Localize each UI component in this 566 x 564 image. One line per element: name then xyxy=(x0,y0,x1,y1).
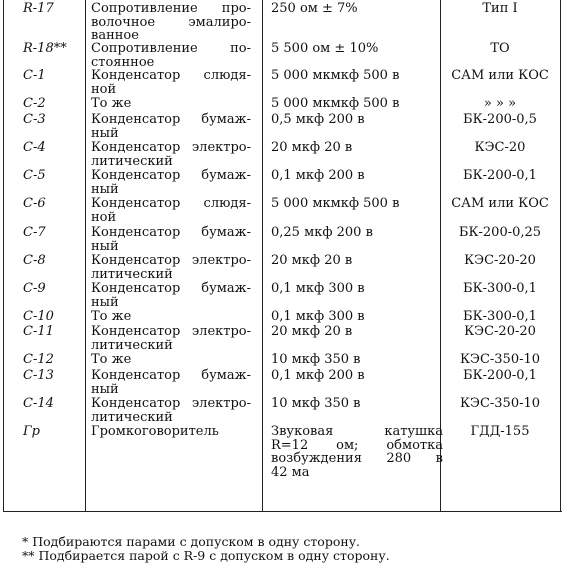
designation-cell: С-12 xyxy=(23,352,54,367)
designation-cell: С-7 xyxy=(23,225,46,240)
item-text-line: То же xyxy=(91,96,132,111)
item-text-line: То же xyxy=(91,309,132,324)
item-cell xyxy=(91,42,251,69)
value-text-line: возбуждения 280 в xyxy=(271,451,443,466)
value-text-line: 0,1 мкф 300 в xyxy=(271,309,365,324)
item-text-line: Конденсатор бумаж- xyxy=(91,281,251,296)
designation-cell: С-1 xyxy=(23,68,46,83)
type-cell: БК-300-0,1 xyxy=(463,309,537,324)
item-cell xyxy=(91,197,251,224)
value-text-line: 0,1 мкф 200 в xyxy=(271,168,365,183)
value-cell xyxy=(271,141,443,155)
item-text-line: ный xyxy=(91,238,119,254)
value-cell xyxy=(271,353,443,367)
value-text-line: 10 мкф 350 в xyxy=(271,352,361,367)
value-text-line: 42 ма xyxy=(271,464,310,480)
value-text-line: R=12 ом; обмотка xyxy=(271,437,443,453)
type-cell: БК-200-0,1 xyxy=(463,168,537,183)
item-text-line: ный xyxy=(91,181,119,197)
value-text-line: 20 мкф 20 в xyxy=(271,324,353,339)
value-text-line: 5 000 мкмкф 500 в xyxy=(271,68,400,83)
value-text-line: 0,1 мкф 200 в xyxy=(271,368,365,383)
item-cell xyxy=(91,141,251,168)
type-cell: КЭС-20 xyxy=(474,140,526,155)
type-cell: КЭС-350-10 xyxy=(459,396,541,411)
type-cell: БК-200-0,25 xyxy=(458,225,542,240)
footnote: * Подбираются парами с допуском в одну сторону. xyxy=(22,534,361,549)
item-text-line: Конденсатор электро- xyxy=(91,324,251,339)
item-text-line: Конденсатор бумаж- xyxy=(91,368,251,383)
value-cell xyxy=(271,325,443,339)
table-border-right xyxy=(560,0,561,511)
value-cell xyxy=(271,397,443,411)
item-text-line: Конденсатор электро- xyxy=(91,253,251,268)
item-text-line: ной xyxy=(91,209,117,225)
type-cell: БК-300-0,1 xyxy=(463,281,537,296)
type-cell: КЭС-350-10 xyxy=(459,352,541,367)
item-text-line: литический xyxy=(91,153,173,169)
item-text-line: Громкоговоритель xyxy=(91,424,219,439)
value-cell xyxy=(271,226,443,240)
item-cell xyxy=(91,169,251,196)
designation-cell: С-8 xyxy=(23,253,46,268)
item-cell xyxy=(91,397,251,424)
column-divider xyxy=(85,0,86,511)
item-text-line: волочное эмалиро- xyxy=(91,14,251,30)
item-text-line: литический xyxy=(91,337,173,353)
value-text-line: 5 500 ом ± 10% xyxy=(271,41,379,56)
value-cell xyxy=(271,69,443,83)
value-cell xyxy=(271,113,443,127)
value-cell xyxy=(271,254,443,268)
designation-cell: С-3 xyxy=(23,112,46,127)
item-text-line: Конденсатор слюдя- xyxy=(91,196,251,211)
item-cell xyxy=(91,325,251,352)
designation-cell: С-10 xyxy=(23,309,54,324)
value-text-line: 0,1 мкф 300 в xyxy=(271,281,365,296)
designation-cell: R-17 xyxy=(23,1,54,16)
item-text-line: ванное xyxy=(91,28,139,43)
footnote: ** Подбирается парой с R-9 с допуском в одну сторону. xyxy=(22,548,390,563)
item-text-line: литический xyxy=(91,266,173,282)
designation-cell: С-5 xyxy=(23,168,46,183)
item-cell xyxy=(91,2,251,43)
type-cell: КЭС-20-20 xyxy=(464,324,536,339)
item-text-line: Конденсатор бумаж- xyxy=(91,112,251,127)
value-text-line: 5 000 мкмкф 500 в xyxy=(271,96,400,111)
designation-cell: С-2 xyxy=(23,96,46,111)
table-border-left xyxy=(3,0,4,511)
type-cell: КЭС-20-20 xyxy=(464,253,536,268)
value-text-line: 0,5 мкф 200 в xyxy=(271,112,365,127)
value-text-line: 20 мкф 20 в xyxy=(271,253,353,268)
value-cell xyxy=(271,97,443,111)
type-cell: БК-200-0,5 xyxy=(463,112,537,127)
designation-cell: С-4 xyxy=(23,140,46,155)
footnotes xyxy=(22,535,390,563)
item-text-line: Конденсатор бумаж- xyxy=(91,225,251,240)
value-cell xyxy=(271,369,443,383)
value-cell xyxy=(271,425,443,479)
value-text-line: 10 мкф 350 в xyxy=(271,396,361,411)
value-cell xyxy=(271,2,443,16)
item-text-line: ный xyxy=(91,294,119,310)
value-text-line: 5 000 мкмкф 500 в xyxy=(271,196,400,211)
item-cell xyxy=(91,282,251,309)
designation-cell: С-13 xyxy=(23,368,54,383)
designation-cell: С-11 xyxy=(23,324,54,339)
item-text-line: Конденсатор бумаж- xyxy=(91,168,251,183)
type-cell: САМ или КОС xyxy=(451,196,549,211)
item-text-line: ной xyxy=(91,81,117,97)
item-text-line: Сопротивление про- xyxy=(91,1,251,16)
item-text-line: Конденсатор слюдя- xyxy=(91,68,251,83)
item-cell xyxy=(91,97,251,111)
item-text-line: Сопротивление по- xyxy=(91,41,251,56)
value-cell xyxy=(271,282,443,296)
value-text-line: Звуковая катушка xyxy=(271,424,443,439)
item-cell xyxy=(91,353,251,367)
item-text-line: литический xyxy=(91,409,173,425)
type-cell: Тип I xyxy=(482,1,518,16)
designation-cell: Гр xyxy=(23,424,40,439)
value-cell xyxy=(271,310,443,324)
value-cell xyxy=(271,197,443,211)
column-divider xyxy=(262,0,263,511)
item-cell xyxy=(91,69,251,96)
components-table xyxy=(3,0,562,512)
type-cell: БК-200-0,1 xyxy=(463,368,537,383)
item-text-line: ный xyxy=(91,381,119,397)
designation-cell: С-9 xyxy=(23,281,46,296)
value-text-line: 250 ом ± 7% xyxy=(271,1,358,16)
type-cell: » » » xyxy=(483,96,517,111)
type-cell: САМ или КОС xyxy=(451,68,549,83)
item-text-line: Конденсатор электро- xyxy=(91,396,251,411)
item-cell xyxy=(91,226,251,253)
item-text-line: Конденсатор электро- xyxy=(91,140,251,155)
item-text-line: стоянное xyxy=(91,54,155,70)
item-text-line: ный xyxy=(91,125,119,141)
item-cell xyxy=(91,425,251,439)
designation-cell: С-6 xyxy=(23,196,46,211)
value-text-line: 0,25 мкф 200 в xyxy=(271,225,373,240)
item-cell xyxy=(91,254,251,281)
item-cell xyxy=(91,310,251,324)
type-cell: ТО xyxy=(490,41,510,56)
value-cell xyxy=(271,169,443,183)
designation-cell: R-18** xyxy=(23,41,67,56)
item-text-line: То же xyxy=(91,352,132,367)
type-cell: ГДД-155 xyxy=(470,424,530,439)
designation-cell: С-14 xyxy=(23,396,54,411)
value-text-line: 20 мкф 20 в xyxy=(271,140,353,155)
item-cell xyxy=(91,369,251,396)
value-cell xyxy=(271,42,443,56)
item-cell xyxy=(91,113,251,140)
